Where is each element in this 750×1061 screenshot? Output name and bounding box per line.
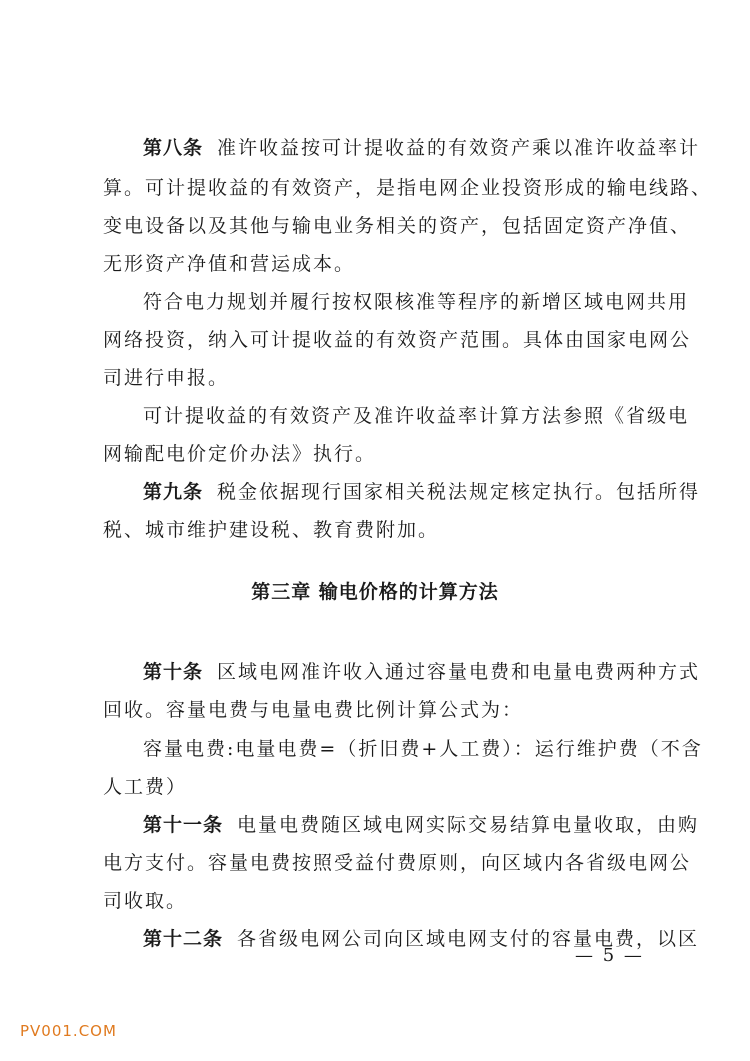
article11-line1 bbox=[143, 811, 700, 839]
article12-text-1: 各省级电网公司向区域电网支付的容量电费，以区 bbox=[237, 928, 700, 950]
formula-line2: 人工费） bbox=[103, 776, 188, 798]
article8-line4: 无形资产净值和营运成本。 bbox=[103, 253, 356, 275]
article8-heading: 第八条 bbox=[143, 137, 204, 159]
article9-line2: 税、城市维护建设税、教育费附加。 bbox=[103, 519, 440, 541]
article10-text-1: 区域电网准许收入通过容量电费和电量电费两种方式 bbox=[217, 661, 701, 683]
article9-text-1: 税金依据现行国家相关税法规定核定执行。包括所得 bbox=[217, 481, 701, 503]
para-a-line1: 符合电力规划并履行按权限核准等程序的新增区域电网共用 bbox=[143, 291, 690, 313]
article12-heading: 第十二条 bbox=[143, 928, 224, 950]
page-number: — 5 — bbox=[575, 945, 644, 966]
article8-line3: 变电设备以及其他与输电业务相关的资产，包括固定资产净值、 bbox=[103, 215, 692, 237]
article11-line3: 司收取。 bbox=[103, 890, 188, 912]
article11-line2: 电方支付。容量电费按照受益付费原则，向区域内各省级电网公 bbox=[103, 852, 692, 874]
article12-line1 bbox=[143, 925, 700, 953]
para-b-line2: 网输配电价定价办法》执行。 bbox=[103, 443, 377, 465]
article9-heading: 第九条 bbox=[143, 481, 204, 503]
para-b-line1: 可计提收益的有效资产及准许收益率计算方法参照《省级电 bbox=[143, 405, 690, 427]
article8-line1 bbox=[143, 134, 701, 162]
article9-line1 bbox=[143, 478, 701, 506]
para-a-line3: 司进行申报。 bbox=[103, 367, 230, 389]
chapter-title: 第三章 输电价格的计算方法 bbox=[251, 581, 499, 603]
article10-line2: 回收。容量电费与电量电费比例计算公式为： bbox=[103, 699, 524, 721]
article11-heading: 第十一条 bbox=[143, 814, 224, 836]
article8-line2: 算。可计提收益的有效资产，是指电网企业投资形成的输电线路、 bbox=[103, 177, 713, 199]
article8-text-1: 准许收益按可计提收益的有效资产乘以准许收益率计 bbox=[217, 137, 701, 159]
formula-line1: 容量电费:电量电费=（折旧费+人工费）：运行维护费（不含 bbox=[143, 738, 703, 760]
article10-heading: 第十条 bbox=[143, 661, 204, 683]
article10-line1 bbox=[143, 658, 701, 686]
para-a-line2: 网络投资，纳入可计提收益的有效资产范围。具体由国家电网公 bbox=[103, 329, 692, 351]
article11-text-1: 电量电费随区域电网实际交易结算电量收取，由购 bbox=[237, 814, 700, 836]
site-watermark: PV001.COM bbox=[20, 1022, 117, 1040]
